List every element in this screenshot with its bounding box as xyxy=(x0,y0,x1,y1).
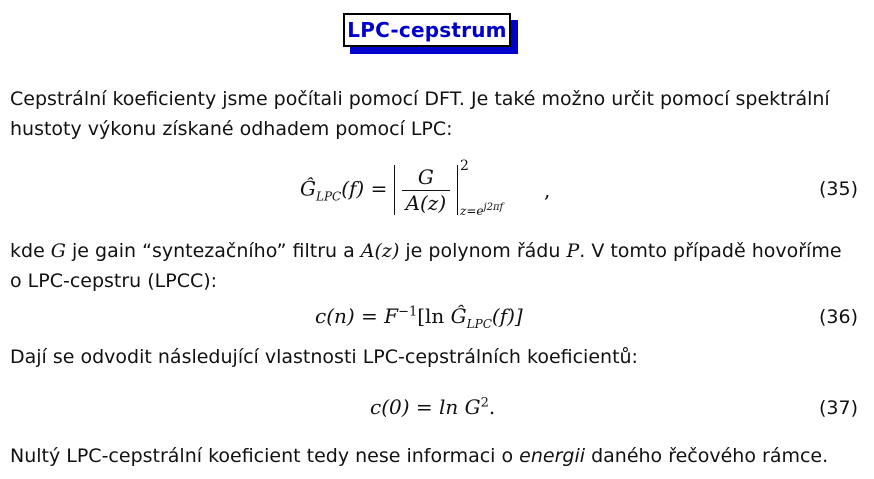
eq35-numerator: G xyxy=(402,165,451,191)
paragraph-properties xyxy=(10,342,638,372)
eq36-open: [ln xyxy=(417,304,451,328)
equation-37-number: (37) xyxy=(818,397,858,419)
text-segment: kde xyxy=(10,240,51,262)
eq35-denominator: A(z) xyxy=(405,191,447,215)
eq37-G-sup: 2 xyxy=(480,395,489,411)
paragraph-gain-line-2: o LPC-cepstru (LPCC): xyxy=(10,270,218,292)
eq35-eval-sub: z=e xyxy=(460,204,484,218)
eq35-scripts xyxy=(458,158,544,218)
text-segment: Nultý LPC-cepstrální koeficient tedy nese informaci o xyxy=(10,445,520,467)
text-segment: je polynom řádu xyxy=(399,240,567,262)
paragraph-gain-line-1 xyxy=(10,236,842,266)
math-symbol-P: P xyxy=(566,240,580,262)
equation-36-number: (36) xyxy=(818,306,858,328)
paragraph-gain xyxy=(10,236,842,296)
equation-35 xyxy=(300,158,551,218)
paragraph-intro-line-2: hustoty výkonu získané odhadem pomocí LPC: xyxy=(10,118,453,140)
eq35-lhs-sub: LPC xyxy=(315,189,342,204)
equation-37 xyxy=(370,395,495,419)
title-box xyxy=(343,13,511,47)
paragraph-properties-line-1: Dají se odvodit následující vlastnosti LPC-cepstrálních koeficientů: xyxy=(10,346,638,368)
eq35-trail: , xyxy=(544,178,551,202)
paragraph-intro xyxy=(10,84,830,144)
math-symbol-G: G xyxy=(50,240,66,262)
page-title: LPC-cepstrum xyxy=(347,18,507,42)
eq35-eval xyxy=(460,202,503,218)
equation-35-number: (35) xyxy=(818,178,858,200)
eq35-eval-sup: j2πf xyxy=(483,202,504,213)
paragraph-intro-line-1: Cepstrální koeficienty jsme počítali pomocí DFT. Je také možno určit pomocí spektrální xyxy=(10,88,830,110)
math-symbol-Az: A(z) xyxy=(360,240,400,262)
eq37-lhs: c(0) = ln xyxy=(370,395,465,419)
eq36-fourier: F xyxy=(384,304,399,328)
paragraph-energy xyxy=(10,441,828,471)
eq36-G-sub: LPC xyxy=(466,317,492,331)
text-segment: je gain “syntezačního” filtru a xyxy=(65,240,361,262)
text-segment: daného řečového rámce. xyxy=(585,445,829,467)
text-segment: . V tomto případě hovoříme xyxy=(579,240,842,262)
eq35-fraction xyxy=(402,165,451,215)
eq35-power: 2 xyxy=(460,158,469,174)
eq37-G: G xyxy=(464,395,481,419)
eq36-fourier-sup: −1 xyxy=(398,304,418,320)
emphasis-energy: energii xyxy=(519,445,586,467)
eq36-close: (f)] xyxy=(491,304,523,328)
eq36-G: Ĝ xyxy=(450,304,467,328)
eq35-lhs-arg: (f) = xyxy=(341,176,388,201)
abs-bar-left xyxy=(394,165,396,215)
eq37-trail: . xyxy=(488,395,496,419)
eq36-lhs: c(n) = xyxy=(315,304,385,328)
equation-36 xyxy=(315,304,523,331)
eq35-lhs-base: Ĝ xyxy=(300,176,316,201)
